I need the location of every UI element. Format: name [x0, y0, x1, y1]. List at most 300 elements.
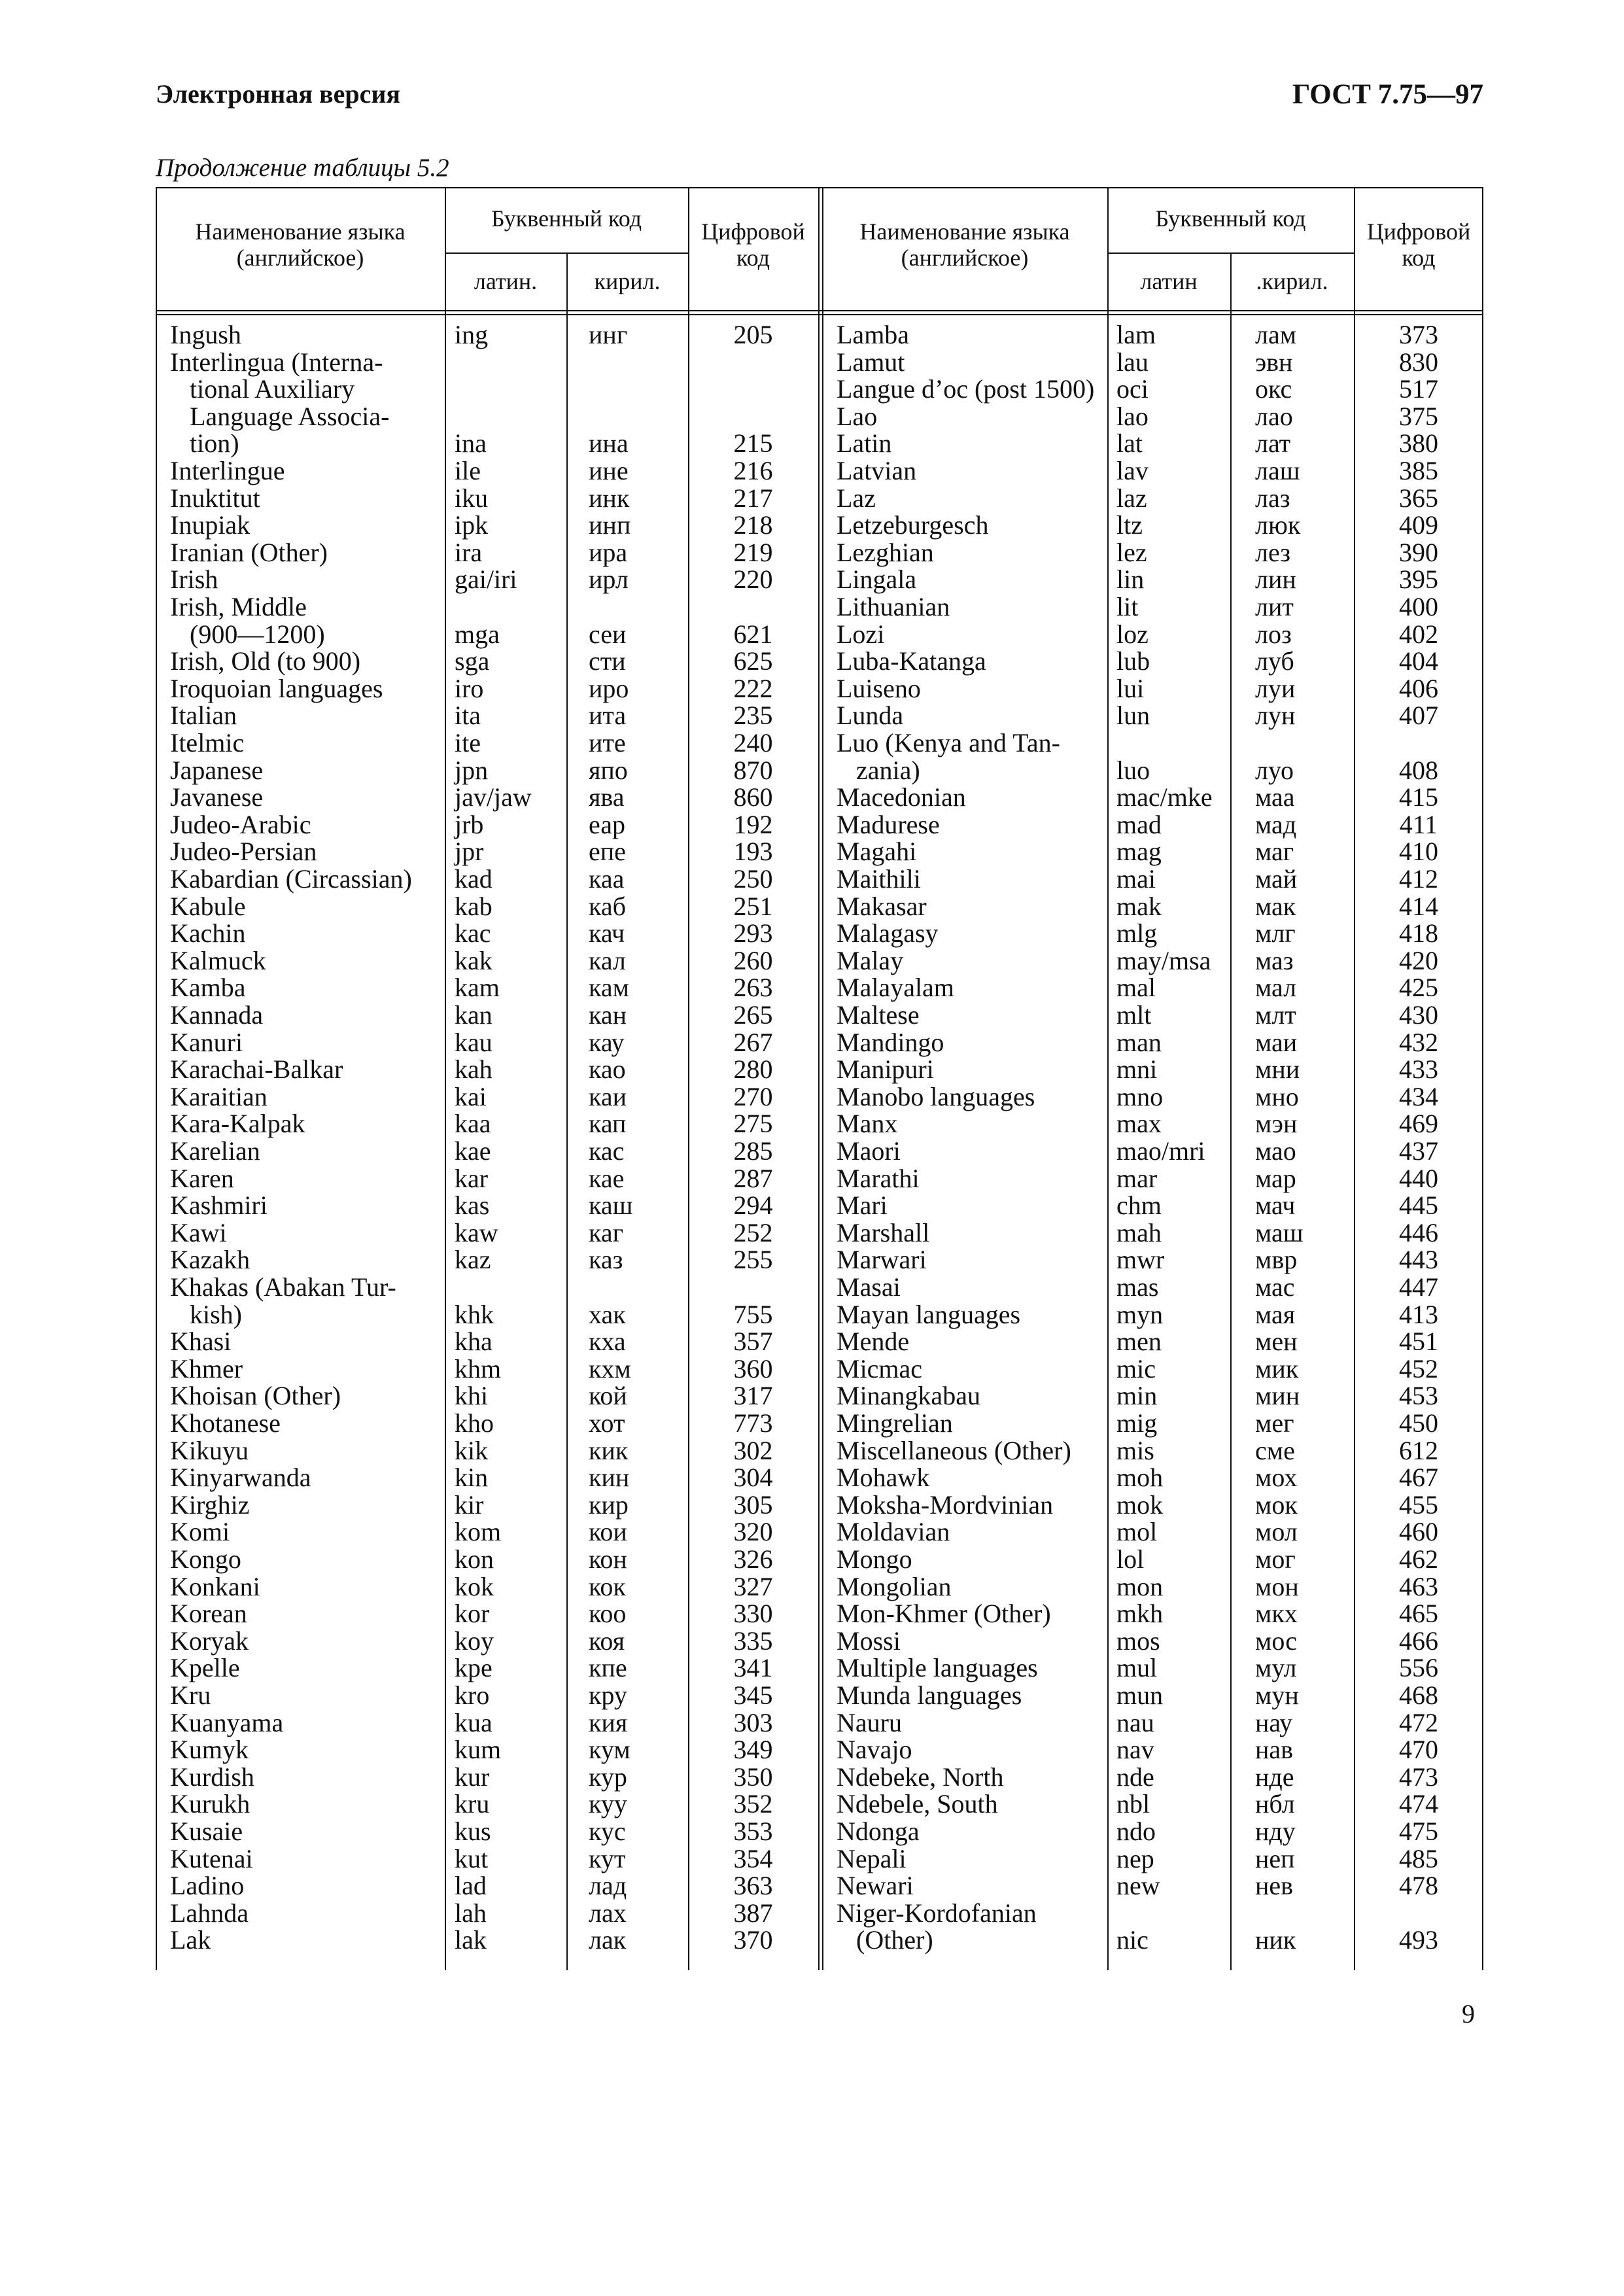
latin-code-cell: kin [455, 1463, 489, 1493]
digit-code-cell: 450 [1399, 1408, 1438, 1438]
digit-code-cell: 466 [1399, 1626, 1438, 1656]
digit-code-cell: 621 [733, 619, 773, 649]
digit-code-cell: 493 [1399, 1925, 1438, 1955]
cyrillic-code-cell: маи [1255, 1027, 1298, 1057]
language-name-cell: tional Auxiliary [170, 374, 355, 404]
language-name-cell: zania) [837, 755, 920, 785]
digit-code-cell: 380 [1399, 428, 1438, 459]
language-name-cell: Kurukh [170, 1789, 251, 1819]
language-name-cell: Nepali [837, 1843, 907, 1873]
latin-code-cell: kah [455, 1054, 492, 1085]
cyrillic-code-cell: кия [589, 1707, 628, 1737]
table-row [822, 1491, 1483, 1519]
digit-code-cell: 773 [733, 1408, 773, 1438]
latin-code-cell: kau [455, 1027, 492, 1057]
table-row [156, 485, 818, 512]
language-name-cell: Ndonga [837, 1817, 920, 1846]
th-language-name-right: Наименование языка (английское) [859, 218, 1070, 271]
digit-code-cell: 218 [733, 510, 773, 540]
cyrillic-code-cell: ине [589, 456, 629, 485]
digit-code-cell: 302 [733, 1435, 773, 1465]
digit-code-cell: 349 [733, 1735, 773, 1765]
cyrillic-code-cell: луб [1255, 646, 1294, 676]
table-row [822, 1192, 1483, 1219]
language-name-cell: Latin [837, 428, 892, 459]
language-name-cell: Minangkabau [837, 1381, 980, 1411]
table-row [822, 539, 1483, 566]
latin-code-cell: mic [1116, 1353, 1156, 1383]
cyrillic-code-cell: мун [1255, 1680, 1299, 1710]
header-separator-1 [156, 310, 1483, 311]
table-row [156, 1627, 818, 1655]
th-latin-left: латин. [474, 268, 538, 294]
table-row [156, 512, 818, 539]
language-name-cell: Moksha-Mordvinian [837, 1489, 1054, 1520]
th-cyrillic-left: кирил. [594, 268, 661, 294]
latin-code-cell: kaw [455, 1217, 498, 1247]
latin-code-cell: nau [1116, 1707, 1154, 1737]
digit-code-cell: 305 [733, 1489, 773, 1520]
table-row [156, 838, 818, 865]
latin-code-cell: kok [455, 1571, 494, 1601]
digit-code-cell: 453 [1399, 1381, 1438, 1411]
table-row [156, 920, 818, 947]
table-row [156, 784, 818, 811]
cyrillic-code-cell: мох [1255, 1463, 1298, 1493]
language-name-cell: Maltese [837, 1000, 920, 1030]
digit-code-cell: 263 [733, 973, 773, 1003]
digit-code-cell: 375 [1399, 401, 1438, 431]
latin-code-cell: mao/mri [1116, 1136, 1205, 1166]
latin-code-cell: oci [1116, 374, 1149, 404]
table-row [156, 893, 818, 920]
latin-code-cell: kar [455, 1163, 489, 1193]
table-row [822, 702, 1483, 729]
cyrillic-code-cell: мар [1255, 1163, 1296, 1193]
language-name-cell: Khoisan (Other) [170, 1381, 341, 1411]
table-row [156, 403, 818, 430]
middle-divider-1 [818, 187, 820, 1970]
language-name-cell: Marwari [837, 1245, 927, 1275]
table-row [822, 1573, 1483, 1601]
digit-code-cell: 407 [1399, 701, 1438, 731]
language-name-cell: Lezghian [837, 537, 934, 567]
cyrillic-code-cell: сме [1255, 1435, 1295, 1465]
cyrillic-code-cell: лит [1255, 592, 1294, 621]
digit-code-cell: 432 [1399, 1027, 1438, 1057]
cyrillic-code-cell: кау [589, 1027, 625, 1057]
latin-code-cell: mwr [1116, 1245, 1165, 1275]
latin-code-cell: kru [455, 1789, 490, 1819]
digit-code-cell: 303 [733, 1707, 773, 1737]
language-name-cell: Interlingue [170, 456, 285, 485]
language-name-cell: Magahi [837, 837, 917, 867]
table-row [156, 648, 818, 675]
digit-code-cell: 443 [1399, 1245, 1438, 1275]
latin-code-cell: mah [1116, 1217, 1162, 1247]
table-row [822, 729, 1483, 757]
language-name-cell: Mende [837, 1327, 910, 1357]
digit-code-cell: 235 [733, 701, 773, 731]
digit-code-cell: 455 [1399, 1489, 1438, 1520]
language-name-cell: Masai [837, 1272, 901, 1302]
latin-code-cell: ipk [455, 510, 489, 540]
digit-code-cell: 409 [1399, 510, 1438, 540]
cyrillic-code-cell: мен [1255, 1327, 1298, 1357]
digit-code-cell: 275 [733, 1109, 773, 1139]
digit-code-cell: 433 [1399, 1054, 1438, 1085]
digit-code-cell: 327 [733, 1571, 773, 1601]
language-name-cell: Kirghiz [170, 1489, 250, 1520]
latin-code-cell: kan [455, 1000, 492, 1030]
table-row [156, 1219, 818, 1247]
table-row [822, 1001, 1483, 1029]
cyrillic-code-cell: мас [1255, 1272, 1295, 1302]
digit-code-cell: 425 [1399, 973, 1438, 1003]
language-name-cell: Komi [170, 1517, 230, 1547]
cyrillic-code-cell: нев [1255, 1871, 1294, 1901]
cyrillic-code-cell: лун [1255, 701, 1296, 731]
cyrillic-code-cell: каа [589, 864, 625, 894]
latin-code-cell: mar [1116, 1163, 1158, 1193]
latin-code-cell: lau [1116, 347, 1149, 377]
latin-code-cell: ing [455, 320, 489, 349]
latin-code-cell: moh [1116, 1463, 1164, 1493]
digit-code-cell: 465 [1399, 1599, 1438, 1629]
electronic-version-label: Электронная версия [156, 79, 401, 109]
digit-code-cell: 287 [733, 1163, 773, 1193]
language-name-cell: Kara-Kalpak [170, 1109, 305, 1139]
table-row [822, 321, 1483, 349]
digit-code-cell: 400 [1399, 592, 1438, 621]
digit-code-cell: 447 [1399, 1272, 1438, 1302]
cyrillic-code-cell: кок [589, 1571, 626, 1601]
latin-code-cell: man [1116, 1027, 1162, 1057]
header-separator-2 [156, 314, 1483, 315]
latin-code-cell: nbl [1116, 1789, 1150, 1819]
digit-code-cell: 270 [733, 1081, 773, 1111]
cyrillic-code-cell: мад [1255, 809, 1297, 839]
digit-code-cell: 252 [733, 1217, 773, 1247]
table-row [156, 1682, 818, 1709]
digit-code-cell: 463 [1399, 1571, 1438, 1601]
table-row [822, 1464, 1483, 1491]
latin-code-cell: khk [455, 1299, 494, 1329]
table-row [822, 1900, 1483, 1927]
table-row [822, 1872, 1483, 1900]
cyrillic-code-cell: куу [589, 1789, 627, 1819]
digit-code-cell: 260 [733, 945, 773, 975]
latin-code-cell: mkh [1116, 1599, 1164, 1629]
latin-code-cell: kus [455, 1817, 491, 1846]
digit-code-cell: 472 [1399, 1707, 1438, 1737]
cyrillic-code-cell: лоз [1255, 619, 1292, 649]
cyrillic-code-cell: мос [1255, 1626, 1298, 1656]
cyrillic-code-cell: кур [589, 1762, 627, 1792]
cyrillic-code-cell: ина [589, 428, 629, 459]
latin-code-cell: kam [455, 973, 500, 1003]
digit-code-cell: 216 [733, 456, 773, 485]
cyrillic-code-cell: каз [589, 1245, 623, 1275]
latin-code-cell: mun [1116, 1680, 1164, 1710]
digit-code-cell: 350 [733, 1762, 773, 1792]
cyrillic-code-cell: као [589, 1054, 626, 1085]
table-row [822, 430, 1483, 457]
language-name-cell: Kikuyu [170, 1435, 249, 1465]
latin-code-cell: mad [1116, 809, 1162, 839]
table-row [156, 1845, 818, 1873]
cyrillic-code-cell: лаш [1255, 456, 1300, 485]
language-name-cell: Kashmiri [170, 1191, 268, 1221]
digit-code-cell: 352 [733, 1789, 773, 1819]
table-row [156, 947, 818, 975]
th-language-name-left: Наименование языка (английское) [195, 218, 406, 271]
cyrillic-code-cell: хот [589, 1408, 625, 1438]
page-number: 9 [1462, 1999, 1475, 2028]
language-name-cell: Inupiak [170, 510, 251, 540]
language-name-cell: (Other) [837, 1925, 933, 1955]
language-name-cell: Mossi [837, 1626, 901, 1656]
latin-code-cell: kor [455, 1599, 490, 1629]
digit-code-cell: 335 [733, 1626, 773, 1656]
cyrillic-code-cell: кус [589, 1817, 626, 1846]
latin-code-cell: kad [455, 864, 492, 894]
digit-code-cell: 517 [1399, 374, 1438, 404]
table-row [822, 1056, 1483, 1083]
cyrillic-code-cell: кру [589, 1680, 627, 1710]
cyrillic-code-cell: кае [589, 1163, 625, 1193]
digit-code-cell: 363 [733, 1871, 773, 1901]
digit-code-cell: 215 [733, 428, 773, 459]
latin-code-cell: lit [1116, 592, 1139, 621]
cyrillic-code-cell: мно [1255, 1081, 1299, 1111]
language-name-cell: Khasi [170, 1327, 232, 1357]
language-name-cell: Irish, Old (to 900) [170, 646, 361, 676]
digit-code-cell: 217 [733, 483, 773, 513]
language-name-cell: Kalmuck [170, 945, 266, 975]
language-name-cell: Laz [837, 483, 876, 513]
table-row [822, 1546, 1483, 1573]
language-name-cell: Multiple languages [837, 1653, 1038, 1683]
table-row [156, 1872, 818, 1900]
digit-code-cell: 395 [1399, 565, 1438, 595]
language-name-cell: Lamut [837, 347, 905, 377]
table-row [822, 1138, 1483, 1165]
latin-code-cell: kua [455, 1707, 492, 1737]
digit-code-cell: 830 [1399, 347, 1438, 377]
latin-code-cell: iro [455, 673, 484, 703]
latin-code-cell: lav [1116, 456, 1149, 485]
language-name-cell: Mon-Khmer (Other) [837, 1599, 1051, 1629]
cyrillic-code-cell: кик [589, 1435, 629, 1465]
language-name-cell: Maori [837, 1136, 901, 1166]
digit-code-cell: 446 [1399, 1217, 1438, 1247]
cyrillic-code-cell: лак [589, 1925, 627, 1955]
language-name-cell: Mingrelian [837, 1408, 953, 1438]
cyrillic-code-cell: инг [589, 320, 628, 349]
digit-code-cell: 462 [1399, 1544, 1438, 1574]
latin-code-cell: lub [1116, 646, 1150, 676]
cyrillic-code-cell: кон [589, 1544, 627, 1574]
table-row [156, 1382, 818, 1410]
cyrillic-code-cell: луо [1255, 755, 1294, 785]
table-row [822, 1355, 1483, 1383]
cyrillic-code-cell: кут [589, 1843, 626, 1873]
latin-code-cell: mul [1116, 1653, 1158, 1683]
latin-code-cell: gai/iri [455, 565, 517, 595]
language-name-cell: Iranian (Other) [170, 537, 328, 567]
table-row [156, 375, 818, 403]
language-name-cell: Lunda [837, 701, 904, 731]
table-row [822, 1410, 1483, 1437]
latin-code-cell: lat [1116, 428, 1143, 459]
digit-code-cell: 440 [1399, 1163, 1438, 1193]
cyrillic-code-cell: нбл [1255, 1789, 1295, 1819]
language-name-cell: Lahnda [170, 1898, 249, 1928]
latin-code-cell: chm [1116, 1191, 1162, 1221]
cyrillic-code-cell: мкх [1255, 1599, 1298, 1629]
cyrillic-code-cell: мег [1255, 1408, 1294, 1438]
table-row [822, 784, 1483, 811]
cyrillic-code-cell: кой [589, 1381, 627, 1411]
digit-code-cell: 413 [1399, 1299, 1438, 1329]
cyrillic-code-cell: мул [1255, 1653, 1297, 1683]
digit-code-cell: 402 [1399, 619, 1438, 649]
cyrillic-code-cell: ява [589, 782, 625, 812]
digit-code-cell: 475 [1399, 1817, 1438, 1846]
cyrillic-code-cell: кач [589, 918, 625, 948]
language-name-cell: Kabardian (Circassian) [170, 864, 412, 894]
language-name-cell: Langue d’oc (post 1500) [837, 374, 1095, 404]
table-row [822, 974, 1483, 1001]
latin-code-cell: kom [455, 1517, 502, 1547]
table-row [822, 947, 1483, 975]
digit-code-cell: 412 [1399, 864, 1438, 894]
table-row [156, 865, 818, 893]
latin-code-cell: kaa [455, 1109, 491, 1139]
cyrillic-code-cell: маг [1255, 837, 1294, 867]
latin-code-cell: kpe [455, 1653, 492, 1683]
latin-code-cell: max [1116, 1109, 1162, 1139]
table-row [156, 566, 818, 593]
table-row [822, 1274, 1483, 1301]
digit-code-cell: 373 [1399, 320, 1438, 349]
language-name-cell: Lithuanian [837, 592, 950, 621]
cyrillic-code-cell: лао [1255, 401, 1293, 431]
latin-code-cell: mak [1116, 891, 1162, 921]
table-row [822, 593, 1483, 621]
table-row [822, 1600, 1483, 1627]
table-row [156, 675, 818, 703]
language-name-cell: Kpelle [170, 1653, 240, 1683]
latin-code-cell: mos [1116, 1626, 1160, 1656]
latin-code-cell: nep [1116, 1843, 1154, 1873]
digit-code-cell: 345 [733, 1680, 773, 1710]
digit-code-cell: 390 [1399, 537, 1438, 567]
table-row [156, 430, 818, 457]
digit-code-cell: 385 [1399, 456, 1438, 485]
language-name-cell: Judeo-Arabic [170, 809, 311, 839]
digit-code-cell: 414 [1399, 891, 1438, 921]
table-row [156, 1056, 818, 1083]
latin-code-cell: kak [455, 945, 492, 975]
language-name-cell: Mongolian [837, 1571, 952, 1601]
language-name-cell: Irish, Middle [170, 592, 307, 621]
language-name-cell: Luba-Katanga [837, 646, 986, 676]
table-row [156, 1709, 818, 1737]
language-name-cell: Kurdish [170, 1762, 254, 1792]
language-name-cell: Makasar [837, 891, 927, 921]
cyrillic-code-cell: каг [589, 1217, 623, 1247]
digit-code-cell: 755 [733, 1299, 773, 1329]
language-name-cell: Mandingo [837, 1027, 944, 1057]
cyrillic-code-cell: мая [1255, 1299, 1296, 1329]
latin-code-cell: men [1116, 1327, 1162, 1357]
table-row [156, 757, 818, 784]
digit-code-cell: 485 [1399, 1843, 1438, 1873]
cyrillic-code-cell: нде [1255, 1762, 1294, 1792]
cyrillic-code-cell: мэн [1255, 1109, 1298, 1139]
latin-code-cell: lui [1116, 673, 1145, 703]
latin-code-cell: min [1116, 1381, 1158, 1411]
latin-code-cell: mlt [1116, 1000, 1152, 1030]
latin-code-cell: kas [455, 1191, 490, 1221]
table-row [822, 675, 1483, 703]
th-cyrillic-right: .кирил. [1256, 268, 1328, 294]
digit-code-cell: 192 [733, 809, 773, 839]
table-row [156, 1192, 818, 1219]
table-row [822, 893, 1483, 920]
cyrillic-code-cell: май [1255, 864, 1298, 894]
language-name-cell: Ingush [170, 320, 241, 349]
language-name-cell: Malayalam [837, 973, 954, 1003]
cyrillic-code-cell: ите [589, 728, 626, 757]
latin-code-cell: khi [455, 1381, 489, 1411]
latin-code-cell: kae [455, 1136, 491, 1166]
digit-code-cell: 251 [733, 891, 773, 921]
cyrillic-code-cell: маз [1255, 945, 1294, 975]
digit-code-cell: 451 [1399, 1327, 1438, 1357]
language-name-cell: tion) [170, 428, 239, 459]
digit-code-cell: 240 [733, 728, 773, 757]
language-name-cell: Micmac [837, 1353, 923, 1383]
digit-code-cell: 354 [733, 1843, 773, 1873]
table-row [822, 920, 1483, 947]
language-name-cell: Luo (Kenya and Tan- [837, 728, 1060, 757]
language-name-cell: Nauru [837, 1707, 902, 1737]
latin-code-cell: mga [455, 619, 500, 649]
cyrillic-code-cell: млт [1255, 1000, 1296, 1030]
latin-code-cell: ite [455, 728, 481, 757]
table-row [156, 1790, 818, 1818]
latin-code-cell: kir [455, 1489, 484, 1520]
cyrillic-code-cell: кир [589, 1489, 629, 1520]
language-name-cell: Miscellaneous (Other) [837, 1435, 1071, 1465]
table-row [822, 1654, 1483, 1682]
table-row [822, 1246, 1483, 1274]
language-codes-table [156, 187, 1483, 1970]
language-name-cell: Lamba [837, 320, 910, 349]
language-name-cell: Mari [837, 1191, 888, 1221]
latin-code-cell: mon [1116, 1571, 1164, 1601]
th-letter-code-left: Буквенный код [491, 205, 642, 232]
language-name-cell: Koryak [170, 1626, 249, 1656]
th-letter-code-right: Буквенный код [1155, 205, 1306, 232]
cyrillic-code-cell: коя [589, 1626, 625, 1656]
latin-code-cell: jpn [455, 755, 489, 785]
table-row [156, 1246, 818, 1274]
digit-code-cell: 294 [733, 1191, 773, 1221]
